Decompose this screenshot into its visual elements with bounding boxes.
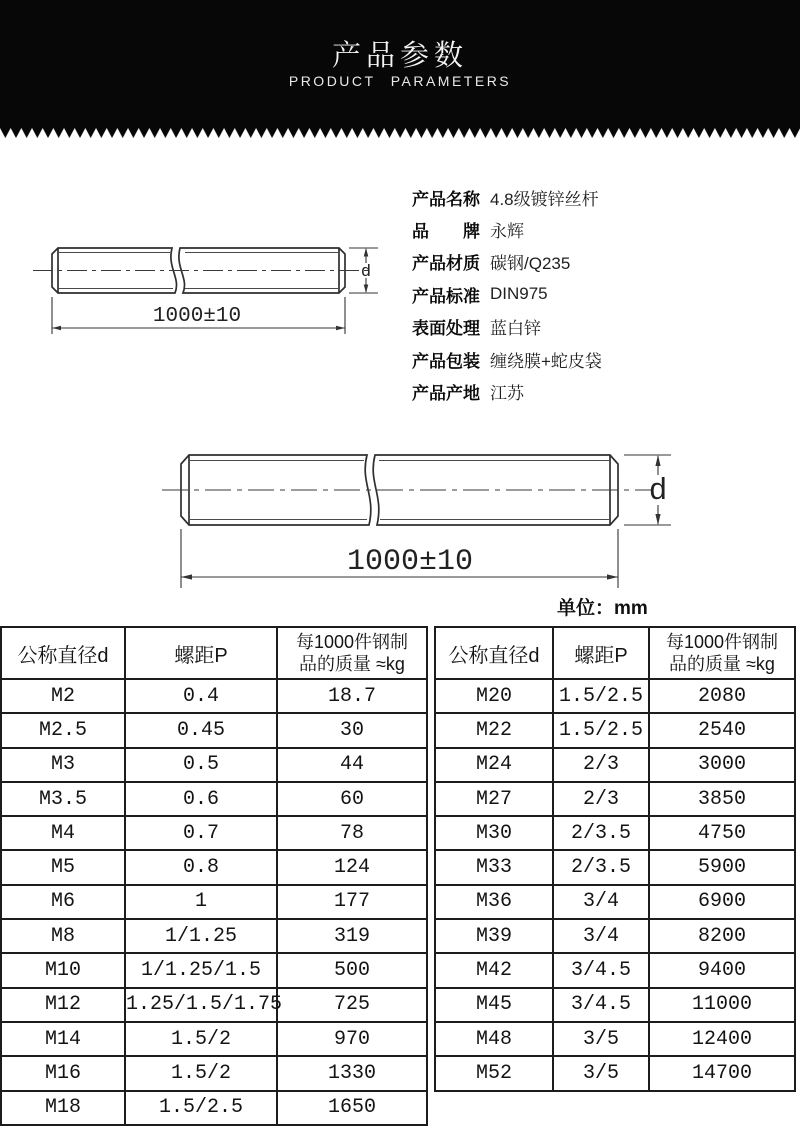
cell-weight: 12400 [649, 1022, 795, 1056]
table-row [1, 850, 427, 884]
info-value: 江苏 [490, 384, 524, 404]
info-value: DIN975 [490, 284, 548, 304]
cell-diameter: M2.5 [1, 713, 125, 747]
page-title: 产品参数 [331, 40, 468, 72]
cell-diameter: M3.5 [1, 782, 125, 816]
threaded-rod-drawing-small [25, 233, 390, 343]
table-row [1, 782, 427, 816]
info-value: 4.8级镀锌丝杆 [490, 189, 599, 209]
table-row [1, 713, 427, 747]
table-row [435, 816, 795, 850]
cell-diameter: M8 [1, 919, 125, 953]
cell-diameter: M45 [435, 988, 553, 1022]
table-row [435, 713, 795, 747]
info-row [412, 343, 602, 375]
cell-weight: 11000 [649, 988, 795, 1022]
cell-pitch: 3/4 [553, 919, 649, 953]
cell-weight: 9400 [649, 953, 795, 987]
info-label: 产品包装 [412, 351, 480, 371]
table-row [1, 1022, 427, 1056]
cell-pitch: 0.7 [125, 816, 277, 850]
cell-pitch: 3/4.5 [553, 988, 649, 1022]
col-header-weight-line1: 每1000件钢制 [295, 632, 409, 652]
info-value: 蓝白锌 [490, 319, 541, 339]
cell-pitch: 1/1.25 [125, 919, 277, 953]
table-row [1, 988, 427, 1022]
table-row [1, 679, 427, 713]
cell-pitch: 2/3 [553, 748, 649, 782]
info-row [412, 213, 602, 245]
cell-weight: 4750 [649, 816, 795, 850]
table-row [435, 988, 795, 1022]
diameter-label-small: d [360, 263, 372, 282]
table-row [435, 953, 795, 987]
cell-diameter: M3 [1, 748, 125, 782]
cell-diameter: M16 [1, 1056, 125, 1090]
cell-diameter: M33 [435, 850, 553, 884]
info-row [412, 375, 602, 407]
cell-weight: 44 [277, 748, 427, 782]
info-row [412, 181, 602, 213]
table-row [1, 953, 427, 987]
cell-pitch: 1.5/2.5 [553, 713, 649, 747]
cell-diameter: M12 [1, 988, 125, 1022]
table-row [435, 1056, 795, 1090]
spec-table-left [0, 626, 428, 1126]
cell-weight: 177 [277, 885, 427, 919]
table-row [1, 816, 427, 850]
cell-diameter: M52 [435, 1056, 553, 1090]
col-header-diameter: 公称直径d [1, 627, 125, 679]
info-label: 产品产地 [412, 384, 480, 404]
col-header-diameter: 公称直径d [435, 627, 553, 679]
info-value: 缠绕膜+蛇皮袋 [490, 351, 602, 371]
cell-diameter: M24 [435, 748, 553, 782]
length-dimension-small [52, 297, 345, 334]
cell-diameter: M2 [1, 679, 125, 713]
product-info-list [412, 181, 602, 408]
cell-weight: 2080 [649, 679, 795, 713]
table-row [1, 1056, 427, 1090]
table-row [1, 885, 427, 919]
cell-diameter: M42 [435, 953, 553, 987]
table-row [435, 748, 795, 782]
table-row [1, 748, 427, 782]
unit-note: 单位：mm [557, 598, 648, 619]
header-row [1, 627, 427, 679]
cell-diameter: M27 [435, 782, 553, 816]
cell-diameter: M22 [435, 713, 553, 747]
cell-weight: 3000 [649, 748, 795, 782]
info-label: 产品标准 [412, 286, 480, 306]
cell-diameter: M48 [435, 1022, 553, 1056]
info-row [412, 278, 602, 310]
cell-diameter: M4 [1, 816, 125, 850]
diameter-label-large: d [648, 474, 668, 509]
cell-pitch: 1.5/2.5 [125, 1091, 277, 1125]
info-label: 产品材质 [412, 254, 480, 274]
threaded-rod-drawing-large [148, 443, 698, 595]
cell-pitch: 0.8 [125, 850, 277, 884]
table-row [435, 919, 795, 953]
sawtooth-edge [0, 128, 800, 138]
cell-pitch: 1.5/2 [125, 1056, 277, 1090]
cell-diameter: M20 [435, 679, 553, 713]
cell-weight: 1650 [277, 1091, 427, 1125]
cell-weight: 725 [277, 988, 427, 1022]
cell-weight: 6900 [649, 885, 795, 919]
col-header-weight [277, 627, 427, 679]
col-header-weight-line1: 每1000件钢制 [665, 632, 779, 652]
length-dimension-large [181, 529, 618, 588]
cell-pitch: 1.25/1.5/1.75 [125, 988, 277, 1022]
cell-pitch: 2/3 [553, 782, 649, 816]
cell-pitch: 1/1.25/1.5 [125, 953, 277, 987]
cell-weight: 1330 [277, 1056, 427, 1090]
cell-pitch: 1.5/2 [125, 1022, 277, 1056]
table-row [435, 885, 795, 919]
rod-body-small [33, 248, 373, 293]
col-header-pitch: 螺距P [125, 627, 277, 679]
cell-pitch: 2/3.5 [553, 850, 649, 884]
table-row [1, 919, 427, 953]
col-header-weight-line2: 品的质量 ≈kg [299, 654, 405, 674]
info-value: 碳钢/Q235 [490, 254, 571, 274]
cell-weight: 18.7 [277, 679, 427, 713]
cell-diameter: M5 [1, 850, 125, 884]
length-label-large: 1000±10 [346, 545, 474, 579]
spec-table-right [434, 626, 796, 1092]
cell-diameter: M30 [435, 816, 553, 850]
cell-weight: 500 [277, 953, 427, 987]
cell-weight: 8200 [649, 919, 795, 953]
cell-pitch: 3/5 [553, 1022, 649, 1056]
table-row [435, 850, 795, 884]
cell-pitch: 1.5/2.5 [553, 679, 649, 713]
table-row [1, 1091, 427, 1125]
cell-weight: 30 [277, 713, 427, 747]
col-header-pitch: 螺距P [553, 627, 649, 679]
cell-weight: 2540 [649, 713, 795, 747]
cell-diameter: M18 [1, 1091, 125, 1125]
cell-weight: 14700 [649, 1056, 795, 1090]
cell-diameter: M10 [1, 953, 125, 987]
cell-pitch: 0.6 [125, 782, 277, 816]
info-label: 产品名称 [412, 189, 480, 209]
cell-weight: 970 [277, 1022, 427, 1056]
col-header-weight [649, 627, 795, 679]
cell-diameter: M36 [435, 885, 553, 919]
info-label: 表面处理 [412, 319, 480, 339]
cell-pitch: 3/4.5 [553, 953, 649, 987]
table-row [435, 679, 795, 713]
cell-pitch: 0.5 [125, 748, 277, 782]
info-row [412, 311, 602, 343]
info-row [412, 246, 602, 278]
table-row [435, 782, 795, 816]
table-row [435, 1022, 795, 1056]
banner [0, 0, 800, 128]
cell-pitch: 3/5 [553, 1056, 649, 1090]
cell-diameter: M14 [1, 1022, 125, 1056]
info-label: 品 牌 [412, 222, 480, 242]
cell-weight: 78 [277, 816, 427, 850]
cell-weight: 60 [277, 782, 427, 816]
length-label-small: 1000±10 [152, 305, 242, 328]
col-header-weight-line2: 品的质量 ≈kg [669, 654, 775, 674]
cell-pitch: 3/4 [553, 885, 649, 919]
cell-pitch: 0.45 [125, 713, 277, 747]
cell-pitch: 0.4 [125, 679, 277, 713]
cell-diameter: M39 [435, 919, 553, 953]
cell-pitch: 2/3.5 [553, 816, 649, 850]
cell-weight: 3850 [649, 782, 795, 816]
rod-body-large [162, 455, 653, 525]
page-subtitle: PRODUCT PARAMETERS [288, 73, 512, 89]
header-row [435, 627, 795, 679]
cell-weight: 319 [277, 919, 427, 953]
cell-pitch: 1 [125, 885, 277, 919]
cell-diameter: M6 [1, 885, 125, 919]
cell-weight: 5900 [649, 850, 795, 884]
info-value: 永辉 [490, 222, 524, 242]
cell-weight: 124 [277, 850, 427, 884]
